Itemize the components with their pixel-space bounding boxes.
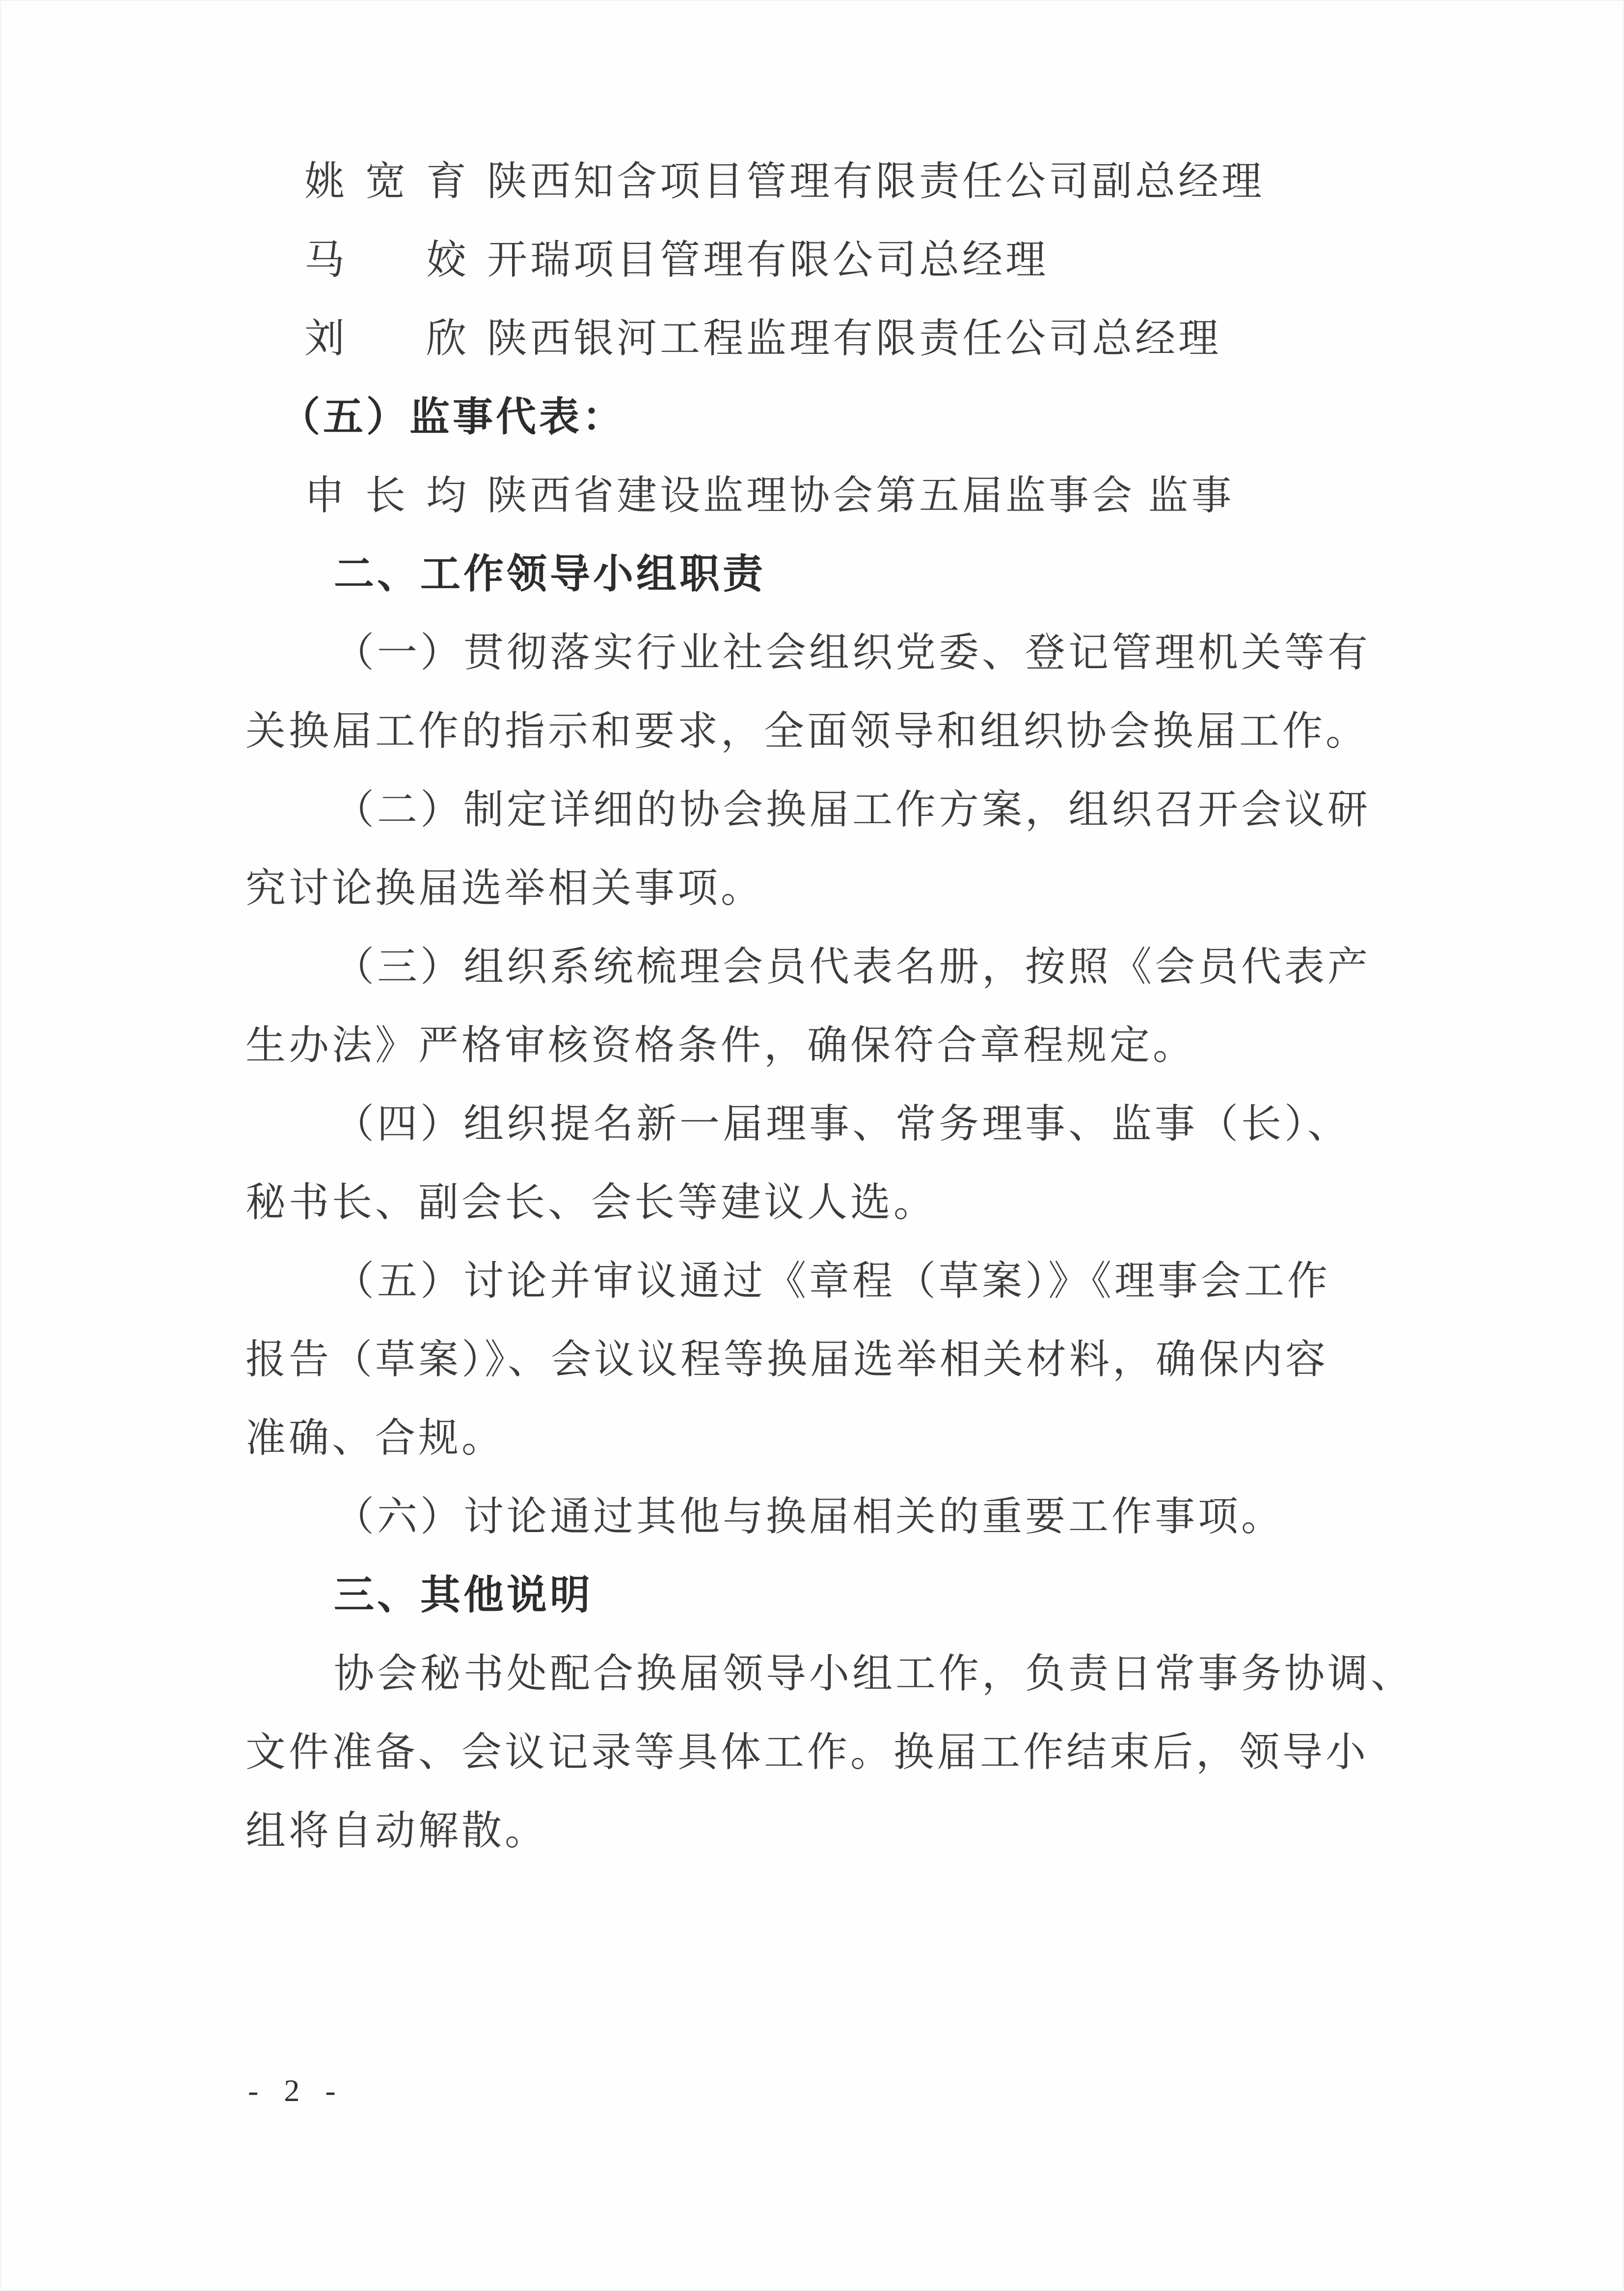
person-name: 刘欣 [304, 316, 469, 361]
person-name: 马姣 [304, 238, 469, 282]
paragraph-line: 协会秘书处配合换届领导小组工作，负责日常事务协调、 [334, 1651, 1414, 1696]
roster-row [245, 457, 1380, 535]
person-title: 陕西银河工程监理有限责任公司总经理 [487, 316, 1222, 361]
page-number: - 2 - [248, 2073, 345, 2108]
paragraph-line: （五）讨论并审议通过《章程（草案）》《理事会工作 [334, 1259, 1331, 1303]
paragraph-line: （六）讨论通过其他与换届相关的重要工作事项。 [334, 1494, 1285, 1539]
roster-row [245, 299, 1380, 378]
paragraph-line: （一）贯彻落实行业社会组织党委、登记管理机关等有 [334, 630, 1371, 675]
person-name: 姚宽育 [304, 159, 469, 204]
paragraph-line: 文件准备、会议记录等具体工作。换届工作结束后，领导小 [245, 1730, 1369, 1775]
paragraph-line: 究讨论换届选举相关事项。 [245, 866, 764, 911]
roster-row [245, 221, 1380, 299]
document-body [245, 142, 1414, 1870]
paragraph-line: （二）制定详细的协会换届工作方案，组织召开会议研 [334, 787, 1371, 832]
paragraph-line: 生办法》严格审核资格条件，确保符合章程规定。 [245, 1023, 1196, 1068]
paragraph-line: 关换届工作的指示和要求，全面领导和组织协会换届工作。 [245, 709, 1369, 754]
paragraph-line: （四）组织提名新一届理事、常务理事、监事（长）、 [334, 1102, 1351, 1146]
section-subheading: （五）监事代表： [280, 395, 626, 439]
person-title: 开瑞项目管理有限公司总经理 [487, 238, 1049, 282]
person-name: 申长均 [304, 473, 469, 518]
paragraph-line: 准确、合规。 [245, 1416, 505, 1460]
person-title: 陕西知含项目管理有限责任公司副总经理 [487, 159, 1265, 204]
person-title: 陕西省建设监理协会第五届监事会 监事 [487, 473, 1235, 518]
roster-row [245, 142, 1380, 221]
paragraph-line: （三）组织系统梳理会员代表名册，按照《会员代表产 [334, 944, 1371, 989]
paragraph-line: 报告（草案）》、会议议程等换届选举相关材料，确保内容 [245, 1337, 1329, 1382]
paragraph-line: 组将自动解散。 [245, 1808, 548, 1853]
section-heading: 三、其他说明 [334, 1573, 594, 1617]
paragraph-line: 秘书长、副会长、会长等建议人选。 [245, 1180, 937, 1225]
section-heading: 二、工作领导小组职责 [334, 552, 766, 596]
